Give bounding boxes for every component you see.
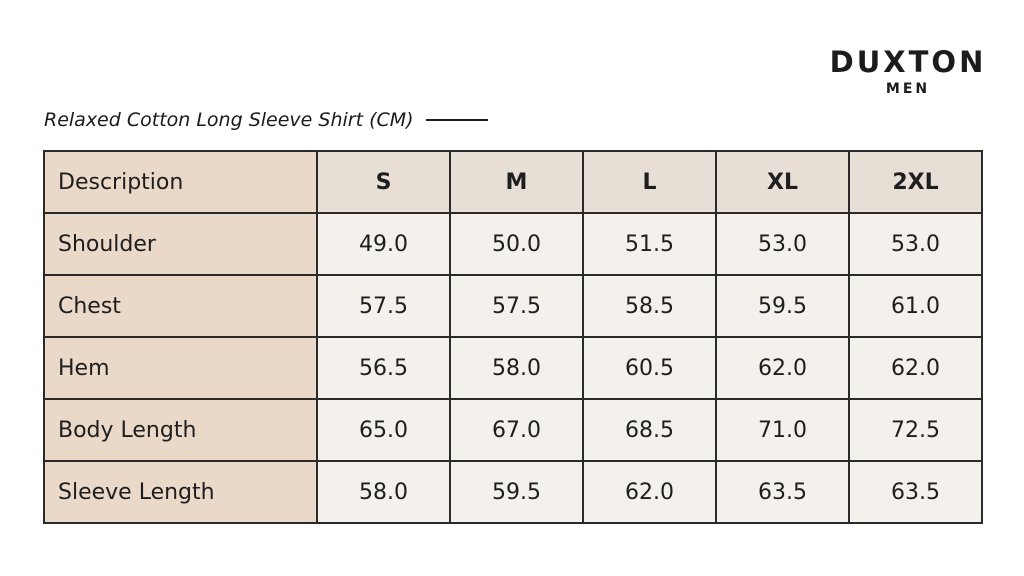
- brand-name: DUXTON: [829, 45, 987, 79]
- row-label: Chest: [44, 275, 317, 337]
- row-label: Shoulder: [44, 213, 317, 275]
- table-header-row: [44, 151, 982, 213]
- table-cell: 61.0: [849, 275, 982, 337]
- table-cell: 57.5: [450, 275, 583, 337]
- table-cell: 50.0: [450, 213, 583, 275]
- table-cell: 59.5: [716, 275, 849, 337]
- table-cell: 72.5: [849, 399, 982, 461]
- table-cell: 62.0: [849, 337, 982, 399]
- table-cell: 59.5: [450, 461, 583, 523]
- header-size: M: [450, 151, 583, 213]
- table-cell: 51.5: [583, 213, 716, 275]
- brand-logo: [826, 44, 990, 98]
- table-cell: 53.0: [849, 213, 982, 275]
- table-row: [44, 461, 982, 523]
- header-size: S: [317, 151, 450, 213]
- brand-subtitle: MEN: [885, 81, 931, 97]
- table-cell: 63.5: [849, 461, 982, 523]
- header-size: XL: [716, 151, 849, 213]
- table-cell: 62.0: [716, 337, 849, 399]
- table-cell: 57.5: [317, 275, 450, 337]
- table-row: [44, 213, 982, 275]
- subtitle-row: [44, 106, 488, 134]
- header-description: Description: [44, 151, 317, 213]
- table-row: [44, 399, 982, 461]
- subtitle-rule: [426, 119, 488, 121]
- table-cell: 71.0: [716, 399, 849, 461]
- row-label: Body Length: [44, 399, 317, 461]
- header-size: 2XL: [849, 151, 982, 213]
- row-label: Sleeve Length: [44, 461, 317, 523]
- table-row: [44, 337, 982, 399]
- table-cell: 58.5: [583, 275, 716, 337]
- table-row: [44, 275, 982, 337]
- table-cell: 63.5: [716, 461, 849, 523]
- table-cell: 58.0: [450, 337, 583, 399]
- table-cell: 60.5: [583, 337, 716, 399]
- table-cell: 62.0: [583, 461, 716, 523]
- table-cell: 65.0: [317, 399, 450, 461]
- size-chart-table: [43, 150, 983, 524]
- chart-subtitle: Relaxed Cotton Long Sleeve Shirt (CM): [44, 109, 414, 131]
- table-cell: 53.0: [716, 213, 849, 275]
- table-cell: 56.5: [317, 337, 450, 399]
- table-cell: 58.0: [317, 461, 450, 523]
- table-cell: 68.5: [583, 399, 716, 461]
- row-label: Hem: [44, 337, 317, 399]
- table-cell: 49.0: [317, 213, 450, 275]
- header-size: L: [583, 151, 716, 213]
- table-cell: 67.0: [450, 399, 583, 461]
